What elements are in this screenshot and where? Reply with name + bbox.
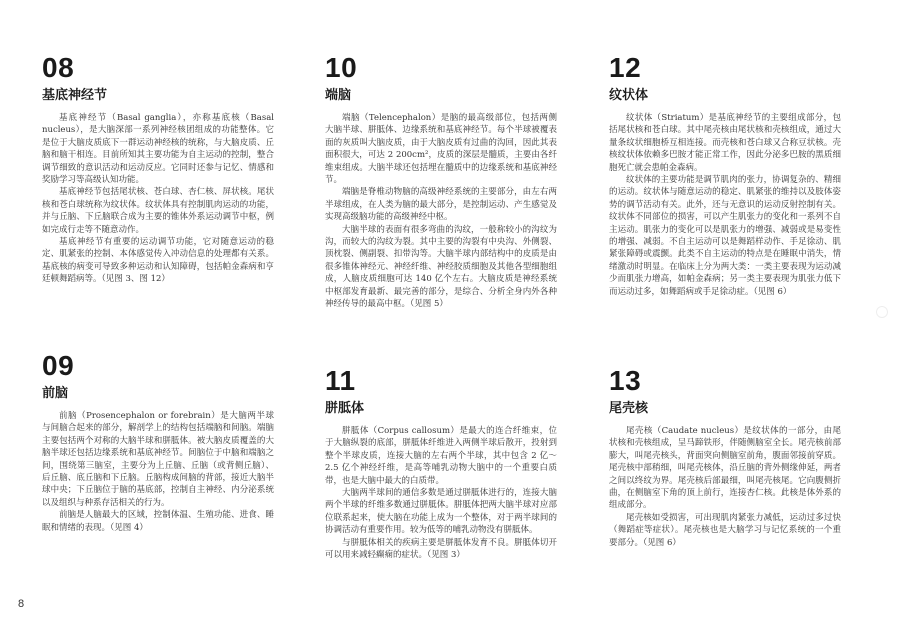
- paragraph: 大脑半球的表面有很多弯曲的沟纹，一般称较小的沟纹为沟，而较大的沟纹为裂。其中主要的沟裂有中央沟、外侧裂、顶枕裂、侧副裂、扣带沟等。大脑半球内部结构中的皮质是由很多锥体神经元、神经纤维、神经胶质细胞及其他各型细胞组成，人脑皮质细胞可达 140 亿个左右。大脑皮质是神经系统中枢部发育最新、最完善的部分，是综合、分析全身内外各种神经传导的最高中枢。（见图 5）: [325, 224, 557, 310]
- entry-body: [42, 410, 274, 534]
- paragraph: 端脑是脊椎动物脑的高级神经系统的主要部分，由左右两半球组成，在人类为脑的最大部分，是控制运动、产生感觉及实现高级脑功能的高级神经中枢。: [325, 187, 557, 223]
- entry-number: 13: [609, 365, 642, 396]
- entry-10: [325, 54, 557, 311]
- paragraph: 端脑（Telencephalon）是脑的最高级部位，包括两侧大脑半球、胼胝体、边缘系统和基底神经节。每个半球被覆表面的灰质叫大脑皮质，由于大脑皮质有过曲的沟回，因此其表面积很大，可达 2 200cm²，皮质的深层是髓质，主要由各纤维束组成。大脑半球还包括埋在髓质中的边缘系统和基底神经节。: [325, 113, 557, 186]
- entry-12: [609, 54, 841, 298]
- entry-body: [325, 425, 557, 561]
- entry-body: [609, 425, 841, 549]
- page-number: 8: [18, 598, 25, 610]
- entry-13: [609, 367, 841, 549]
- entry-title: 端脑: [325, 88, 352, 103]
- entry-body: [609, 112, 841, 298]
- paragraph: 前脑（Prosencephalon or forebrain）是大脑两半球与间脑合起来的部分，解剖学上的结构包括端脑和间脑。端脑主要包括两个对称的大脑半球和胼胝体。被大脑皮质覆盖的大脑半球还包括边缘系统和基底神经节。间脑位于中脑和端脑之间，围绕第三脑室，主要分为上丘脑、丘脑（或背侧丘脑）、后丘脑、底丘脑和下丘脑。丘脑构成间脑的背部，接近大脑半球中央；下丘脑位于脑的基底部，控制自主神经、内分泌系统以及组织与种系存活相关的行为。: [42, 411, 274, 508]
- entry-11: [325, 367, 557, 561]
- paragraph: 胼胝体（Corpus callosum）是最大的连合纤维束，位于大脑纵裂的底部，胼胝体纤维进入两侧半球后散开，投射到整个半球皮质，连接大脑的左右两个半球，其中包含 2 亿～2.5 亿个神经纤维，是高等哺乳动物大脑中的一个重要白质带，也是大脑中最大的白质带。: [325, 426, 557, 486]
- paragraph: 与胼胝体相关的疾病主要是胼胝体发育不良。胼胝体切开可以用来减轻癫痫的症状。（见图 3）: [325, 537, 557, 561]
- paragraph: 尾壳核如受损害，可出现肌肉紧张力减低，运动过多过快（舞蹈症等症状）。尾壳核也是大脑学习与记忆系统的一个重要部分。（见图 6）: [609, 512, 841, 548]
- paragraph: 纹状体的主要功能是调节肌肉的张力，协调复杂的、精细的运动。纹状体与随意运动的稳定、肌紧张的维持以及肢体姿势的调节活动有关。此外，还与无意识的运动反射控制有关。纹状体不同部位的损害，可以产生肌张力的变化和一系列不自主运动。肌张力的变化可以是肌张力的增强、减弱或是易变性的增强、减弱。不自主运动可以是舞蹈样动作、手足徐动、肌紧张障碍或震颤。此类不自主运动的特点是在睡眠中消失，情绪激动时明显。在临床上分为两大类：一类主要表现为运动减少而肌张力增高，如帕金森病；另一类主要表现为肌张力低下而运动过多，如舞蹈病或手足徐动症。（见图 6）: [609, 175, 841, 297]
- entry-title: 基底神经节: [42, 88, 108, 103]
- entry-number: 08: [42, 52, 75, 83]
- entry-number: 11: [325, 365, 356, 396]
- entry-09: [42, 352, 274, 534]
- entry-number: 09: [42, 350, 75, 381]
- entry-body: [325, 112, 557, 311]
- paragraph: 大脑两半球间的通信多数是通过胼胝体进行的，连接大脑两个半球的纤维多数通过胼胝体。胼胝体把两大脑半球对应部位联系起来，使大脑在功能上成为一个整体，对于两半球间的协调活动有重要作用。较为低等的哺乳动物没有胼胝体。: [325, 488, 557, 536]
- entry-title: 胼胝体: [325, 401, 365, 416]
- paragraph: 基底神经节（Basal ganglia），亦称基底核（Basal nucleus），是大脑深部一系列神经核团组成的功能整体。它是位于大脑皮质底下一群运动神经核的统称，与大脑皮质、丘脑和脑干相连。目前所知其主要功能为自主运动的控制，整合调节细致的意识活动和运动反应。它同时还参与记忆、情感和奖励学习等高级认知功能。: [42, 113, 274, 186]
- paragraph: 基底神经节有重要的运动调节功能，它对随意运动的稳定、肌紧张的控制、本体感觉传入冲动信息的处理都有关系。基底核的病变可导致多种运动和认知障碍，包括帕金森病和亨廷顿舞蹈病等。（见图 3、图 12）: [42, 237, 274, 285]
- entry-title: 纹状体: [609, 88, 649, 103]
- entry-title: 前脑: [42, 386, 69, 401]
- entry-number: 12: [609, 52, 642, 83]
- entry-number: 10: [325, 52, 358, 83]
- paragraph: 纹状体（Striatum）是基底神经节的主要组成部分，包括尾状核和苍白球。其中尾壳核由尾状核和壳核组成，通过大量条纹状细胞桥互相连接。而壳核和苍白球又合称豆状核。壳核纹状体依赖多巴胺才能正常工作，因此分泌多巴胺的黑质细胞死亡就会患帕金森病。: [609, 113, 841, 173]
- entry-title: 尾壳核: [609, 401, 649, 416]
- paragraph: 基底神经节包括尾状核、苍白球、杏仁核、屏状核。尾状核和苍白球统称为纹状体。纹状体具有控制肌肉运动的功能，并与丘脑、下丘脑联合成为主要的锥体外系运动调节中枢，例如完成行走等不随意动作。: [42, 187, 274, 235]
- page-edge-mark: [876, 306, 888, 318]
- paragraph: 尾壳核（Caudate nucleus）是纹状体的一部分，由尾状核和壳核组成，呈马蹄铁形，伴随侧脑室全长。尾壳核前部膨大，叫尾壳核头，背面突向侧脑室前角，腹面邻接前穿质。尾壳核中部稍细，叫尾壳核体，沿丘脑的背外侧缘伸延，两者之间以终纹为界。尾壳核后部最细，叫尾壳核尾。它向腹侧折曲，在侧脑室下角的顶上前行，连接杏仁核。此核是体外系的组成部分。: [609, 426, 841, 511]
- paragraph: 前脑是人脑最大的区域，控制体温、生殖功能、进食、睡眠和情绪的表现。（见图 4）: [42, 510, 274, 533]
- entry-body: [42, 112, 274, 286]
- entry-08: [42, 54, 274, 286]
